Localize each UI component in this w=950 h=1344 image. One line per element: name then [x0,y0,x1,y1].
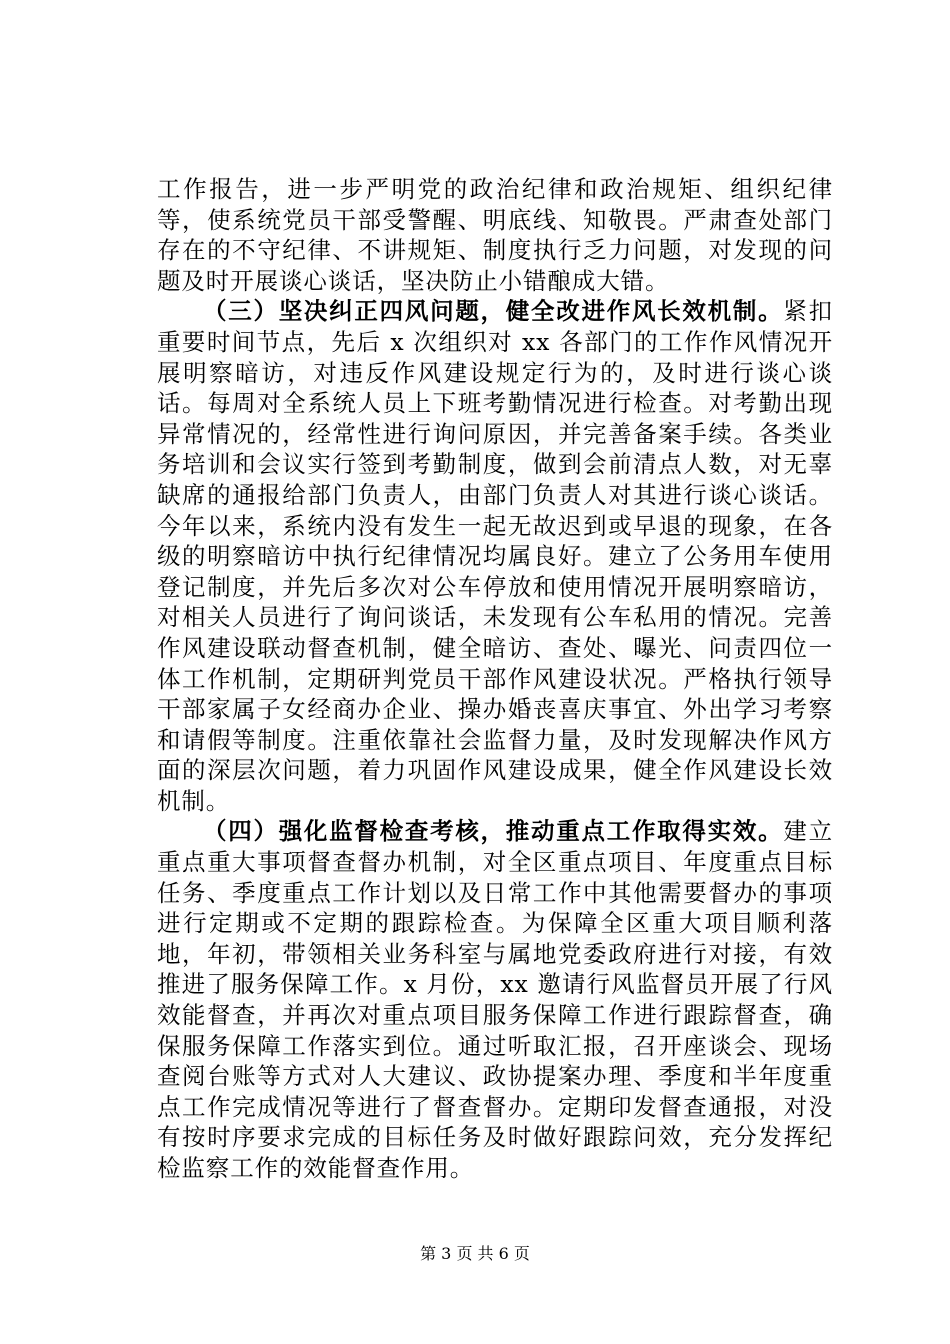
paragraph-section-3 [157,296,833,816]
section-heading-4: （四）强化监督检查考核，推动重点工作取得实效。 [203,817,784,846]
paragraph-continuation [157,174,833,296]
section-heading-3: （三）坚决纠正四风问题，健全改进作风长效机制。 [203,297,784,326]
document-body [157,174,833,1184]
paragraph-text: 紧扣重要时间节点，先后 x 次组织对 xx 各部门的工作作风情况开展明察暗访，对违反作风建设规定行为的，及时进行谈心谈话。每周对全系统人员上下班考勤情况进行检查。对考勤出现异常情况的，经常性进行询问原因，并完善备案手续。各类业务培训和会议实行签到考勤制度，做到会前清点人数，对无辜缺席的通报给部门负责人，由部门负责人对其进行谈心谈话。今年以来，系统内没有发生一起无故迟到或早退的现象，在各级的明察暗访中执行纪律情况均属良好。建立了公务用车使用登记制度，并先后多次对公车停放和使用情况开展明察暗访，对相关人员进行了询问谈话，未发现有公车私用的情况。完善作风建设联动督查机制，健全暗访、查处、曝光、问责四位一体工作机制，定期研判党员干部作风建设状况。严格执行领导干部家属子女经商办企业、操办婚丧喜庆事宜、外出学习考察和请假等制度。注重依靠社会监督力量，及时发现解决作风方面的深层次问题，着力巩固作风建设成果，健全作风建设长效机制。 [157,297,833,815]
page-footer: 第 3 页 共 6 页 [420,1244,530,1263]
paragraph-text: 工作报告，进一步严明党的政治纪律和政治规矩、组织纪律等，使系统党员干部受警醒、明底线、知敬畏。严肃查处部门存在的不守纪律、不讲规矩、制度执行乏力问题，对发现的问题及时开展谈心谈话，坚决防止小错酿成大错。 [157,175,833,295]
paragraph-text: 建立重点重大事项督查督办机制，对全区重点项目、年度重点目标任务、季度重点工作计划以及日常工作中其他需要督办的事项进行定期或不定期的跟踪检查。为保障全区重大项目顺利落地，年初，带领相关业务科室与属地党委政府进行对接，有效推进了服务保障工作。x 月份，xx 邀请行风监督员开展了行风效能督查，并再次对重点项目服务保障工作进行跟踪督查，确保服务保障工作落实到位。通过听取汇报，召开座谈会、现场查阅台账等方式对人大建议、政协提案办理、季度和半年度重点工作完成情况等进行了督查督办。定期印发督查通报，对没有按时序要求完成的目标任务及时做好跟踪问效，充分发挥纪检监察工作的效能督查作用。 [157,817,833,1182]
paragraph-section-4 [157,816,833,1183]
